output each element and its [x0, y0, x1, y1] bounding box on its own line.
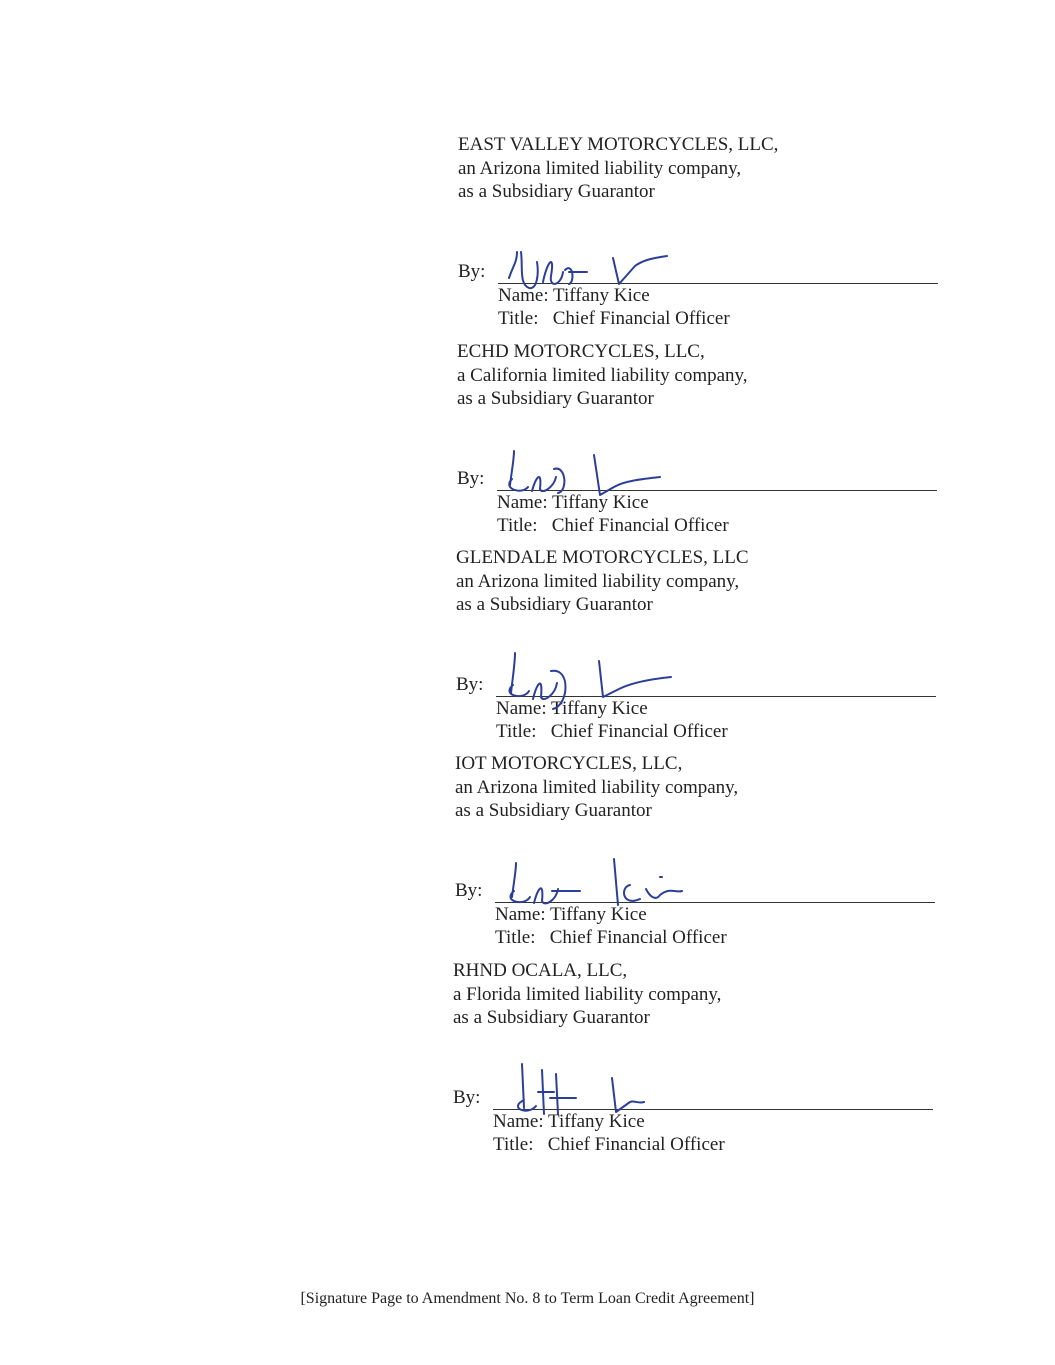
- entity-role: as a Subsidiary Guarantor: [457, 388, 654, 409]
- entity-description: an Arizona limited liability company,: [456, 570, 740, 592]
- signer-name: Name: Tiffany Kice: [497, 491, 649, 513]
- signature-block-glendale: [456, 546, 936, 744]
- signer-name: Name: Tiffany Kice: [498, 284, 650, 306]
- signature-row: [455, 845, 935, 903]
- signature-row: [457, 433, 937, 491]
- entity-role: as a Subsidiary Guarantor: [458, 181, 655, 202]
- signer-title: Title: Chief Financial Officer: [496, 721, 728, 742]
- entity-name: EAST VALLEY MOTORCYCLES, LLC,: [458, 134, 779, 155]
- handwritten-signature: [503, 222, 703, 302]
- signer-title: Title: Chief Financial Officer: [495, 927, 727, 948]
- signature-page-footer: [Signature Page to Amendment No. 8 to Term Loan Credit Agreement]: [300, 1290, 755, 1307]
- signer-name: Name: Tiffany Kice: [495, 903, 647, 925]
- by-label: By:: [458, 261, 486, 282]
- by-label: By:: [456, 674, 484, 695]
- entity-description: an Arizona limited liability company,: [458, 157, 742, 179]
- signature-row: [456, 639, 936, 697]
- entity-role: as a Subsidiary Guarantor: [455, 800, 652, 821]
- entity-description: a Florida limited liability company,: [453, 983, 722, 1005]
- entity-name: IOT MOTORCYCLES, LLC,: [455, 753, 683, 774]
- handwritten-signature: [500, 841, 700, 921]
- entity-name: RHND OCALA, LLC,: [453, 960, 628, 981]
- signature-block-iot: [455, 752, 935, 950]
- entity-role: as a Subsidiary Guarantor: [453, 1007, 650, 1028]
- entity-name: ECHD MOTORCYCLES, LLC,: [457, 341, 705, 362]
- signature-block-rhnd-ocala: [453, 959, 933, 1157]
- entity-description: an Arizona limited liability company,: [455, 776, 739, 798]
- signer-title: Title: Chief Financial Officer: [498, 308, 730, 329]
- signature-row: [458, 226, 938, 284]
- signer-title: Title: Chief Financial Officer: [497, 515, 729, 536]
- by-label: By:: [457, 468, 485, 489]
- handwritten-signature: [498, 1048, 698, 1128]
- entity-description: a California limited liability company,: [457, 364, 748, 386]
- signature-block-echd: [457, 340, 937, 538]
- entity-role: as a Subsidiary Guarantor: [456, 594, 653, 615]
- signature-block-east-valley: [458, 133, 938, 331]
- handwritten-signature: [501, 635, 701, 715]
- signer-title: Title: Chief Financial Officer: [493, 1134, 725, 1155]
- entity-name: GLENDALE MOTORCYCLES, LLC: [456, 547, 749, 568]
- signature-row: [453, 1052, 933, 1110]
- by-label: By:: [455, 880, 483, 901]
- handwritten-signature: [502, 429, 702, 509]
- by-label: By:: [453, 1087, 481, 1108]
- signer-name: Name: Tiffany Kice: [493, 1110, 645, 1132]
- signer-name: Name: Tiffany Kice: [496, 697, 648, 719]
